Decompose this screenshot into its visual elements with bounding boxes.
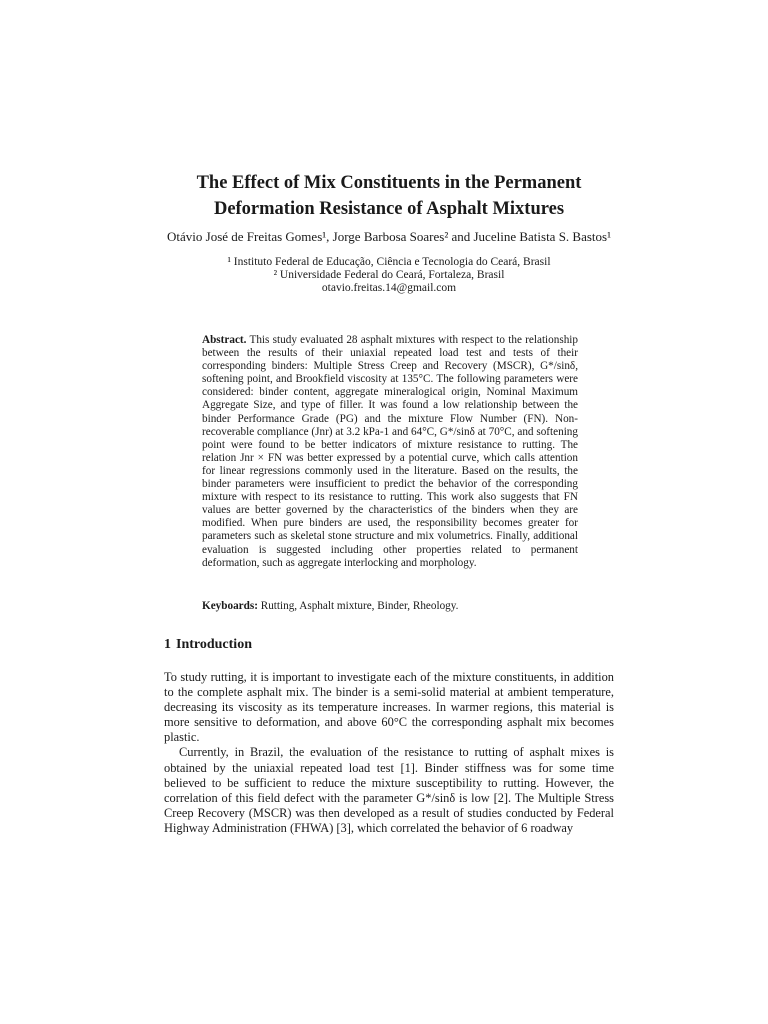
- body-text: [164, 670, 614, 836]
- keywords-label: Keyboards:: [202, 600, 258, 612]
- affiliation-2: ² Universidade Federal do Ceará, Fortaleza, Brasil: [273, 269, 505, 281]
- paper-title: [150, 170, 628, 222]
- title-line-1: The Effect of Mix Constituents in the Permanent: [196, 173, 582, 193]
- section-heading: [164, 637, 257, 653]
- keywords: [202, 600, 578, 613]
- section-number: 1: [164, 637, 171, 652]
- abstract: [202, 334, 578, 570]
- title-line-2: Deformation Resistance of Asphalt Mixtures: [213, 199, 565, 219]
- keywords-text: Rutting, Asphalt mixture, Binder, Rheology.: [257, 600, 459, 612]
- section-title: Introduction: [176, 637, 252, 652]
- abstract-text: This study evaluated 28 asphalt mixtures with respect to the relationship between the results of their uniaxial repeated load test and tests of their corresponding binders: Multiple Stress Creep and Recovery (MSCR), G*/sinδ, softening point, and Brookfield viscosity at 135°C. The following parameters were considered: binder content, aggregate mineralogical origin, Nominal Maximum Aggregate Size, and type of filler. It was found a low relationship between the binder Performance Grade (PG) and the mixture Flow Number (FN). Non-recoverable compliance (Jnr) at 3.2 kPa-1 and 64°C, G*/sinδ at 70°C, and softening point were found to be better indicators of mixture resistance to rutting. The relation Jnr × FN was better expressed by a potential curve, which calls attention for linear regressions commonly used in the literature. Based on the results, the binder parameters were insufficient to predict the behavior of the corresponding mixture with respect to its resistance to rutting. This work also suggests that FN values are better governed by the characteristics of the binders when they are modified. When pure binders are used, the responsibility becomes greater for parameters such as skeletal stone structure and mix volumetrics. Finally, additional evaluation is suggested including other properties related to permanent deformation, such as aggregate interlocking and morphology.: [202, 334, 578, 569]
- paragraph-1: To study rutting, it is important to investigate each of the mixture constituents, in addition to the complete asphalt mix. The binder is a semi-solid material at ambient temperature, decreasing its viscosity as its temperature increases. In warmer regions, this material is more sensitive to deformation, and above 60°C the corresponding asphalt mix becomes plastic.: [164, 670, 614, 745]
- paragraph-2: Currently, in Brazil, the evaluation of the resistance to rutting of asphalt mixes is obtained by the uniaxial repeated load test [1]. Binder stiffness was for some time believed to be sufficient to reduce the mixture susceptibility to rutting. However, the correlation of this field defect with the parameter G*/sinδ is low [2]. The Multiple Stress Creep Recovery (MSCR) was then developed as a result of studies conducted by Federal Highway Administration (FHWA) [3], which correlated the behavior of 6 roadway: [164, 745, 614, 835]
- affiliations: [150, 256, 628, 295]
- abstract-label: Abstract.: [202, 334, 247, 346]
- contact-email: otavio.freitas.14@gmail.com: [321, 282, 457, 294]
- affiliation-1: ¹ Instituto Federal de Educação, Ciência e Tecnologia do Ceará, Brasil: [227, 256, 551, 268]
- author-list: Otávio José de Freitas Gomes¹, Jorge Barbosa Soares² and Juceline Batista S. Bastos¹: [167, 229, 611, 244]
